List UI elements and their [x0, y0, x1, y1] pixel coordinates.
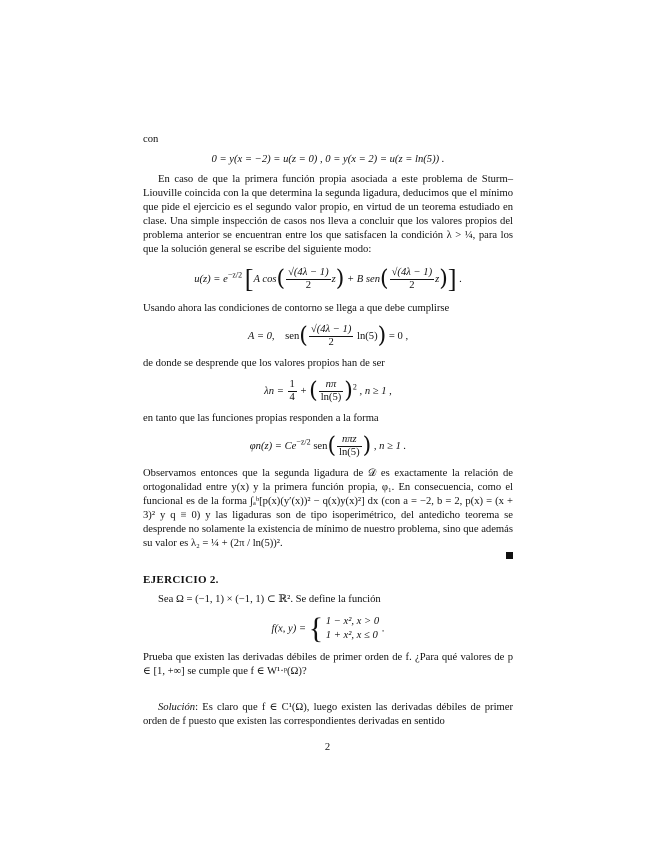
- frac2-den: 2: [409, 280, 415, 291]
- eq-phi-lhs: φn(z) = Ce: [249, 440, 297, 452]
- eq-piecewise-end: .: [381, 623, 385, 635]
- lambda-frac-den: ln(5): [320, 392, 342, 403]
- eq-lambda-lhs: λn =: [264, 385, 284, 397]
- eq-general-end: .: [459, 273, 462, 285]
- eq-cond-end: = 0 ,: [388, 330, 409, 342]
- eq-general-z2: z: [435, 273, 440, 285]
- eq-cond-sen: sen: [285, 330, 300, 342]
- general-solution-equation: [143, 264, 513, 294]
- quarter-num: 1: [289, 379, 295, 390]
- cond-paren-close: ): [377, 323, 387, 349]
- paragraph-eigenvalues: de donde se desprende que los valores propios han de ser: [143, 358, 385, 369]
- qed-square-icon: [506, 552, 513, 559]
- left-brace: {: [308, 612, 324, 645]
- eq-general-exp: −z/2: [227, 270, 243, 280]
- bracket-close: ]: [447, 264, 457, 294]
- eq-piecewise-lhs: f(x, y) =: [271, 623, 307, 635]
- eigenfunction-equation: [143, 434, 513, 459]
- paragraph-sturm-liouville: En caso de que la primera función propia asociada a este problema de Sturm–Liouville coincida con la que determina la segunda ligadura, deducimos que el mínimo que pide el ejercicio es el segundo valor propio, en virtud de un teorema estudiado en clase. Una simple inspección de casos nos lleva a concluir que los valores propios del problema anterior se encuentran entre los que satisfacen la condición λ > ¼, para los que la solución general se escribe del siguiente modo:: [143, 174, 513, 255]
- phi-frac-den: ln(5): [339, 447, 360, 458]
- eq-general-z1: z: [331, 273, 336, 285]
- eq-cond-a: A = 0,: [247, 330, 275, 342]
- piecewise-case-2: 1 + x², x ≤ 0: [325, 630, 378, 641]
- piecewise-cases: [326, 615, 379, 643]
- phi-paren-close: ): [362, 433, 372, 459]
- solution-text: : Es claro que f ∈ C¹(Ω), luego existen las derivadas débiles de primer orden de f puesto que existen las correspondientes derivadas en sentido: [143, 702, 513, 727]
- intro-word: con: [143, 134, 159, 145]
- piecewise-case-1: 1 − x², x > 0: [325, 616, 380, 627]
- paren-open: (: [276, 266, 286, 292]
- paragraph-boundary-conditions: Usando ahora las condiciones de contorno se llega a que debe cumplirse: [143, 303, 450, 314]
- eq-lambda-pow: 2: [352, 382, 357, 392]
- eigenvalue-equation: [143, 379, 513, 404]
- eq-general-acos: A cos: [253, 273, 277, 285]
- cond-frac-num: √(4λ − 1): [310, 324, 352, 335]
- phi-paren-open: (: [327, 433, 337, 459]
- boundary-equation: [143, 153, 513, 167]
- qed-row: [143, 551, 513, 561]
- paren-close: ): [335, 266, 345, 292]
- eq-general-lhs: u(z) = e: [194, 273, 228, 285]
- exercise-question: Prueba que existen las derivadas débiles de primer orden de f. ¿Para qué valores de p ∈ [1, +∞] se cumple que f ∈ W¹·ᵖ(Ω)?: [143, 652, 513, 677]
- condition-equation: [143, 324, 513, 349]
- quarter-den: 4: [289, 392, 295, 403]
- lambda-paren-close: ): [344, 378, 353, 404]
- eq-phi-frac: [337, 434, 362, 459]
- exercise-title: EJERCICIO 2.: [143, 574, 219, 586]
- eq-cond-frac: [309, 324, 354, 349]
- solution-label: Solución: [158, 702, 196, 713]
- eq-general-frac2: [390, 267, 435, 292]
- piecewise-equation: [143, 612, 513, 645]
- eq-phi-cond: , n ≥ 1 .: [373, 440, 407, 452]
- boundary-equation-text: 0 = y(x = −2) = u(z = 0) , 0 = y(x = 2) = u(z = ln(5)) .: [211, 154, 445, 165]
- lambda-frac-num: nπ: [319, 379, 344, 392]
- paragraph-eigenfunctions: en tanto que las funciones propias responden a la forma: [143, 413, 379, 424]
- page-number: 2: [324, 742, 331, 753]
- eq-phi-sen: sen: [313, 440, 328, 452]
- frac1-den: 2: [305, 280, 311, 291]
- eq-lambda-quarter: [288, 379, 297, 404]
- eq-cond-ln: ln(5): [357, 330, 378, 342]
- paren-close-2: ): [439, 266, 448, 292]
- paren-open-2: (: [380, 266, 389, 292]
- paragraph-conclusion: Observamos entonces que la segunda ligadura de 𝒟 es exactamente la relación de ortogonalidad entre y(x) y la primera función propia, φ₁. En consecuencia, como el funcional es de la forma ∫ₐᵇ[p(x)(y′(x))² − q(x)y(x)²] dx (con a = −2, b = 2, p(x) = (x + 3)² y q ≡ 0) y las ligaduras son de tipo isoperimétrico, del antedicho teorema se desprende no solamente la existencia de mínimo de nuestro problema, sino que además su valor es λ₂ = ¼ + (2π / ln(5))².: [143, 468, 513, 549]
- eq-lambda-plus: +: [300, 385, 307, 397]
- frac1-num: √(4λ − 1): [288, 267, 329, 278]
- bracket-open: [: [244, 264, 254, 294]
- eq-lambda-frac: [319, 379, 344, 404]
- exercise-intro: Sea Ω = (−1, 1) × (−1, 1) ⊂ ℝ². Se define la función: [158, 594, 381, 605]
- eq-lambda-cond: , n ≥ 1 ,: [359, 385, 392, 397]
- cond-paren-open: (: [299, 323, 308, 349]
- page-body: [143, 133, 513, 729]
- solution-paragraph: [143, 701, 513, 729]
- eq-phi-exp: −z/2: [296, 437, 311, 447]
- lambda-paren-open: (: [309, 378, 318, 404]
- eq-general-frac1: [286, 267, 331, 292]
- cond-frac-den: 2: [328, 337, 334, 348]
- phi-frac-num: nπz: [337, 434, 362, 447]
- frac2-num: √(4λ − 1): [391, 267, 433, 278]
- eq-general-bsen: + B sen: [346, 273, 381, 285]
